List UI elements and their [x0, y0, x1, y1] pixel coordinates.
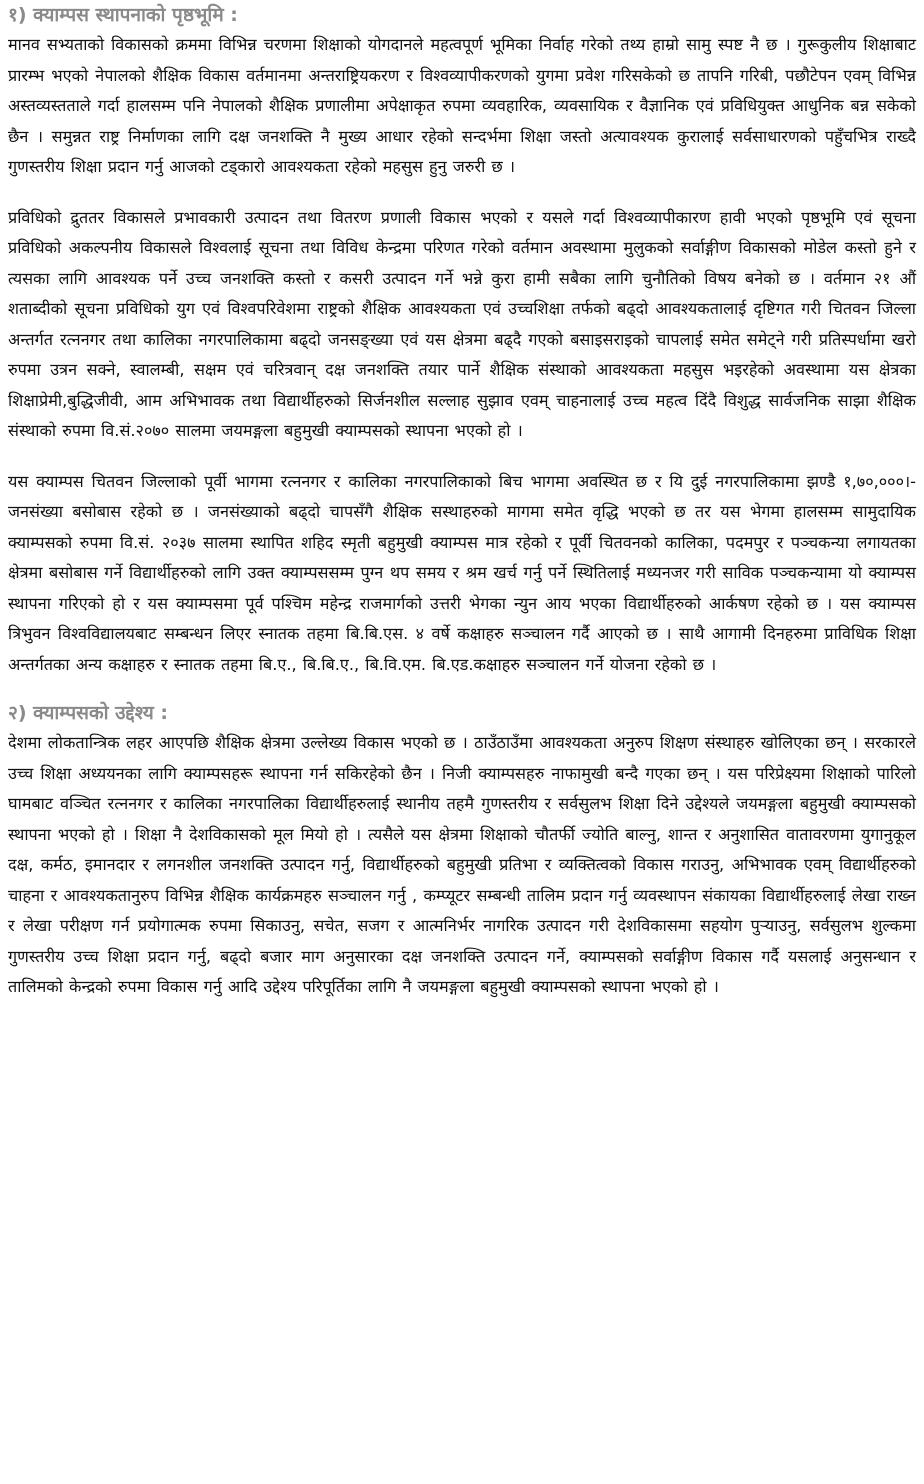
section-2-paragraph-1: देशमा लोकतान्त्रिक लहर आएपछि शैक्षिक क्षेत्रमा उल्लेख्य विकास भएको छ । ठाउँठाउँमा आवश्यकता अनुरुप शिक्षण संस्थाहरु खोलिएका छन् । सरकारले उच्च शिक्षा अध्ययनका लागि क्याम्पसहरू स्थापना गर्न सकिरहेको छैन । निजी क्याम्पसहरु नाफामुखी बन्दै गएका छन् । यस परिप्रेक्ष्यमा शिक्षाको पारिलो घामबाट वञ्चित रत्ननगर र कालिका नगरपालिका विद्यार्थीहरुलाई स्थानीय तहमै गुणस्तरीय र सर्वसुलभ शिक्षा दिने उद्देश्यले जयमङ्गला बहुमुखी क्याम्पसको स्थापना भएको हो । शिक्षा नै देशविकासको मूल मियो हो । त्यसैले यस क्षेत्रमा शिक्षाको चौतर्फी ज्योति बाल्नु, शान्त र अनुशासित वातावरणमा युगानुकूल दक्ष, कर्मठ, इमानदार र लगनशील जनशक्ति उत्पादन गर्नु, विद्यार्थीहरुको बहुमुखी प्रतिभा र व्यक्तित्वको विकास गराउनु, अभिभावक एवम् विद्यार्थीहरुको चाहना र आवश्यकतानुरुप विभिन्न शैक्षिक कार्यक्रमहरु सञ्चालन गर्नु , कम्प्यूटर सम्बन्धी तालिम प्रदान गर्नु व्यवस्थापन संकायका विद्यार्थीहरुलाई लेखा राख्न र लेखा परीक्षण गर्न प्रयोगात्मक रुपमा सिकाउनु, सचेत, सजग र आत्मनिर्भर नागरिक उत्पादन गरी देशविकासमा सहयोग पुऱ्याउनु, सर्वसुलभ शुल्कमा गुणस्तरीय उच्च शिक्षा प्रदान गर्नु, बढ्दो बजार माग अनुसारका दक्ष जनशक्ति उत्पादन गर्ने, क्याम्पसको सर्वाङ्गीण विकास गर्दै यसलाई अनुसन्धान र तालिमको केन्द्रको रुपमा विकास गर्नु आदि उद्देश्य परिपूर्तिका लागि नै जयमङ्गला बहुमुखी क्याम्पसको स्थापना भएको हो ।	[8, 733, 916, 996]
section-1-heading: १) क्याम्पस स्थापनाको पृष्ठभूमि :	[8, 4, 238, 26]
section-2-heading: २) क्याम्पसको उद्देश्य :	[8, 702, 169, 724]
section-1-paragraph-1: मानव सभ्यताको विकासको क्रममा विभिन्न चरणमा शिक्षाको योगदानले महत्वपूर्ण भूमिका निर्वाह गरेको तथ्य हाम्रो सामु स्पष्ट नै छ । गुरूकुलीय शिक्षाबाट प्रारम्भ भएको नेपालको शैक्षिक विकास वर्तमानमा अन्तराष्ट्रियकरण र विश्वव्यापीकरणको युगमा प्रवेश गरिसकेको छ तापनि गरिबी, पछौटेपन एवम् विभिन्न अस्तव्यस्तताले गर्दा हालसम्म पनि नेपालको शैक्षिक प्रणालीमा अपेक्षाकृत रुपमा व्यवहारिक, व्यवसायिक र वैज्ञानिक एवं प्रविधियुक्त आधुनिक बन्न सकेको छैन । समुन्नत राष्ट्र निर्माणका लागि दक्ष जनशक्ति नै मुख्य आधार रहेको सन्दर्भमा शिक्षा जस्तो अत्यावश्यक कुरालाई सर्वसाधारणको पहुँचभित्र राख्दै गुणस्तरीय शिक्षा प्रदान गर्नु आजको टड्कारो आवश्यकता रहेको महसुस हुनु जरुरी छ ।	[8, 35, 916, 176]
paragraph-gap	[8, 183, 916, 203]
paragraph-gap	[8, 447, 916, 467]
section-1-paragraph-3: यस क्याम्पस चितवन जिल्लाको पूर्वी भागमा रत्ननगर र कालिका नगरपालिकाको बिच भागमा अवस्थित छ र यि दुई नगरपालिकामा झण्डै १,७०,०००।- जनसंख्या बसोबास रहेको छ । जनसंख्याको बढ्दो चापसँगै शैक्षिक सस्थाहरुको मागमा समेत वृद्धि भएको छ तर यस भेगमा हालसम्म सामुदायिक क्याम्पसको रुपमा वि.सं. २०३७ सालमा स्थापित शहिद स्मृती बहुमुखी क्याम्पस मात्र रहेको र पूर्वी चितवनको कालिका, पदमपुर र पञ्चकन्या लगायतका क्षेत्रमा बसोबास गर्ने विद्यार्थीहरुको लागि उक्त क्याम्पससम्म पुग्न थप समय र श्रम खर्च गर्नु पर्ने स्थितिलाई मध्यनजर गरी साविक पञ्चकन्यामा यो क्याम्पस स्थापना गरिएको हो र यस क्याम्पसमा पूर्व पश्चिम महेन्द्र राजमार्गको उत्तरी भेगका न्युन आय भएका विद्यार्थीहरुको आर्कषण रहेको छ । यस क्याम्पस त्रिभुवन विश्वविद्यालयबाट सम्बन्धन लिएर स्नातक तहमा बि.बि.एस. ४ वर्षे कक्षाहरु सञ्चालन गर्दै आएको छ । साथै आगामी दिनहरुमा प्राविधिक शिक्षा अन्तर्गतका अन्य कक्षाहरु र स्नातक तहमा बि.ए., बि.बि.ए., बि.वि.एम. बि.एड.कक्षाहरु सञ्चालन गर्ने योजना रहेको छ ।	[8, 471, 916, 674]
document-page	[8, 0, 916, 1003]
section-1-paragraph-2: प्रविधिको द्रुततर विकासले प्रभावकारी उत्पादन तथा वितरण प्रणाली विकास भएको र यसले गर्दा विश्वव्यापीकारण हावी भएको पृष्ठभूमि एवं सूचना प्रविधिको अकल्पनीय विकासले विश्वलाई सूचना तथा विविध केन्द्रमा परिणत गरेको वर्तमान अवस्थामा मुलुकको सर्वाङ्गीण विकासको मोडेल कस्तो हुने र त्यसका लागि आवश्यक पर्ने उच्च जनशक्ति कस्तो र कसरी उत्पादन गर्ने भन्ने कुरा हामी सबैका लागि चुनौतिको विषय बनेको छ । वर्तमान २१ औं शताब्दीको सूचना प्रविधिको युग एवं विश्वपरिवेशमा राष्ट्रको शैक्षिक आवश्यकता एवं उच्चशिक्षा तर्फको बढ्दो आवश्यकतालाई दृष्टिगत गरी चितवन जिल्ला अन्तर्गत रत्ननगर तथा कालिका नगरपालिकामा बढ्दो जनसङ्ख्या एवं यस क्षेत्रमा बढ्दै गएको बसाइसराइको चापलाई समेत समेट्ने गरी प्रतिस्पर्धामा खरो रुपमा उत्रन सक्ने, स्वालम्बी, सक्षम एवं चरित्रवान् दक्ष जनशक्ति तयार पार्ने शैक्षिक संस्थाको आवश्यकता महसुस भइरहेको अवस्थामा यस क्षेत्रका शिक्षाप्रेमी,बुद्धिजीवी, आम अभिभावक तथा विद्यार्थीहरुको सिर्जनशील सल्लाह सुझाव एवम् चाहनालाई उच्च महत्व दिंदै विशुद्ध सार्वजनिक साझा शैक्षिक संस्थाको रुपमा वि.सं.२०७० सालमा जयमङ्गला बहुमुखी क्याम्पसको स्थापना भएको हो ।	[8, 207, 916, 440]
section-gap	[8, 680, 916, 698]
